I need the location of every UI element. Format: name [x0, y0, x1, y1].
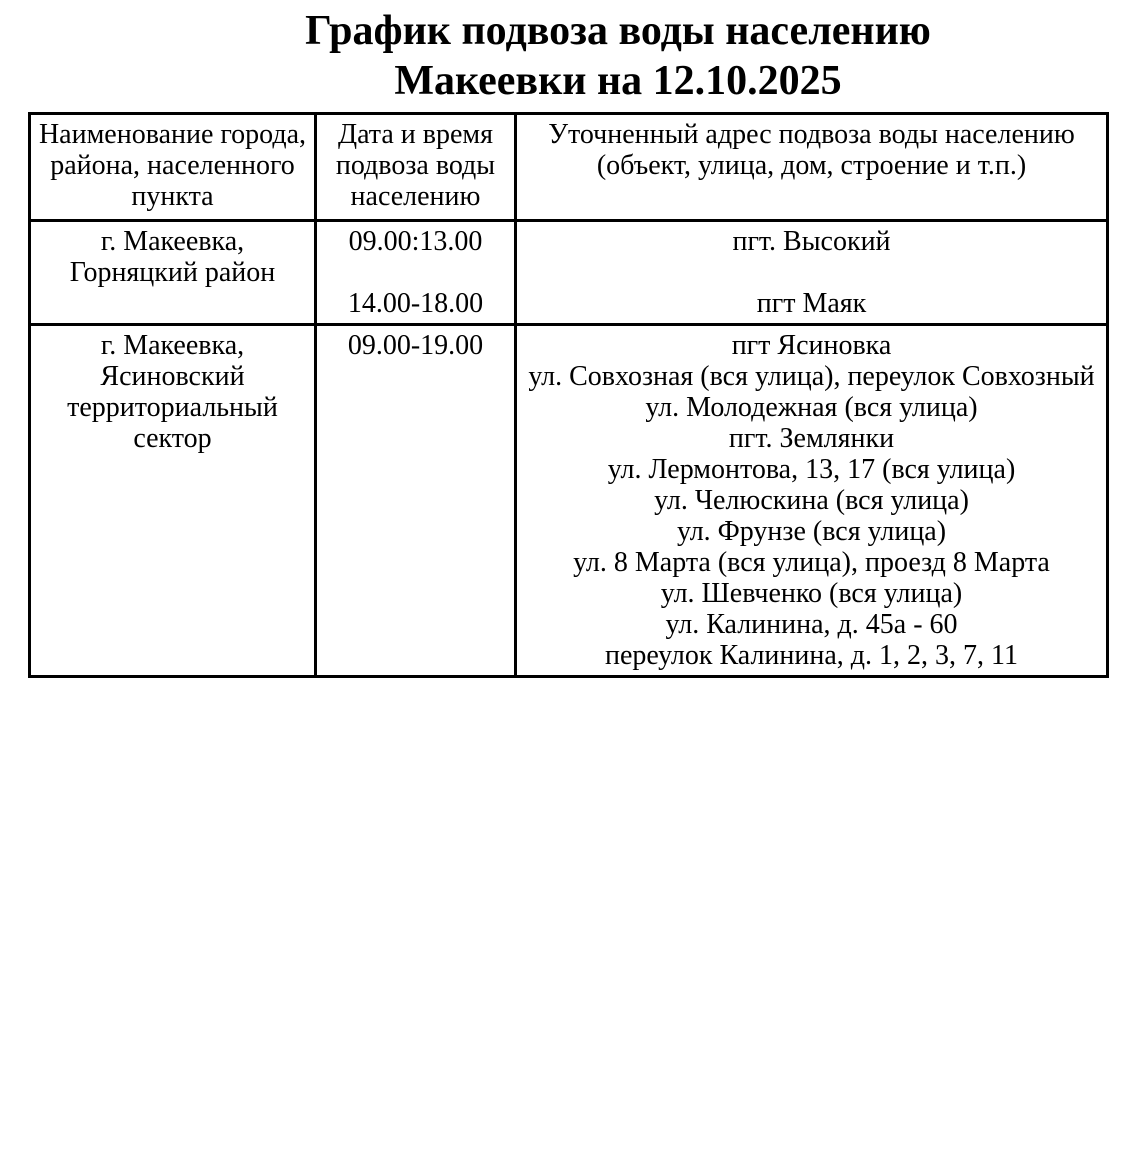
text-line: 09.00:13.00	[348, 226, 483, 257]
header-location-column	[30, 114, 316, 221]
table-header-row	[30, 114, 1108, 221]
text-line: пункта	[131, 181, 214, 212]
text-line: Горняцкий район	[69, 257, 276, 288]
text-line: Ясиновский	[100, 361, 245, 392]
cell-time-yasinovsky	[316, 325, 516, 677]
text-line: сектор	[133, 423, 212, 454]
cell-address-gornyatsky	[516, 221, 1108, 325]
cell-address-yasinovsky	[516, 325, 1108, 677]
table-row	[30, 221, 1108, 325]
header-datetime-column	[316, 114, 516, 221]
text-line: Наименование города,	[38, 119, 307, 150]
table-row	[30, 325, 1108, 677]
text-line: пгт. Землянки	[728, 423, 895, 454]
text-line	[523, 257, 1100, 288]
text-line: переулок Калинина, д. 1, 2, 3, 7, 11	[604, 640, 1018, 671]
text-line: района, населенного	[50, 150, 295, 181]
text-line: 09.00-19.00	[347, 330, 484, 361]
text-line: ул. Лермонтова, 13, 17 (вся улица)	[607, 454, 1016, 485]
text-line: (объект, улица, дом, строение и т.п.)	[596, 150, 1027, 181]
text-line: ул. Совхозная (вся улица), переулок Совхозный	[528, 361, 1095, 392]
text-line: ул. Шевченко (вся улица)	[660, 578, 963, 609]
text-line: территориальный	[67, 392, 278, 423]
text-line: ул. Фрунзе (вся улица)	[676, 516, 947, 547]
text-line: 14.00-18.00	[347, 288, 484, 319]
text-line: ул. Калинина, д. 45а - 60	[665, 609, 958, 640]
text-line: ул. Молодежная (вся улица)	[645, 392, 978, 423]
text-line: ул. 8 Марта (вся улица), проезд 8 Марта	[573, 547, 1050, 578]
text-line: ул. Челюскина (вся улица)	[654, 485, 969, 516]
text-line: подвоза воды	[335, 150, 496, 181]
text-line: г. Макеевка,	[100, 330, 245, 361]
page-title-line-1: График подвоза воды населению	[305, 8, 931, 54]
document-page	[0, 6, 1141, 1159]
cell-location-gornyatsky	[30, 221, 316, 325]
page-title-line-2: Макеевки на 12.10.2025	[394, 58, 842, 104]
text-line	[323, 257, 508, 288]
text-line: пгт Маяк	[756, 288, 867, 319]
text-line: Уточненный адрес подвоза воды населению	[548, 119, 1075, 150]
water-delivery-schedule-table	[28, 112, 1109, 678]
header-address-column	[516, 114, 1108, 221]
text-line: пгт Ясиновка	[731, 330, 892, 361]
cell-time-gornyatsky	[316, 221, 516, 325]
text-line: пгт. Высокий	[732, 226, 891, 257]
text-line: Дата и время	[337, 119, 494, 150]
page-title	[0, 6, 1141, 106]
text-line: населению	[350, 181, 481, 212]
text-line: г. Макеевка,	[100, 226, 245, 257]
cell-location-yasinovsky	[30, 325, 316, 677]
